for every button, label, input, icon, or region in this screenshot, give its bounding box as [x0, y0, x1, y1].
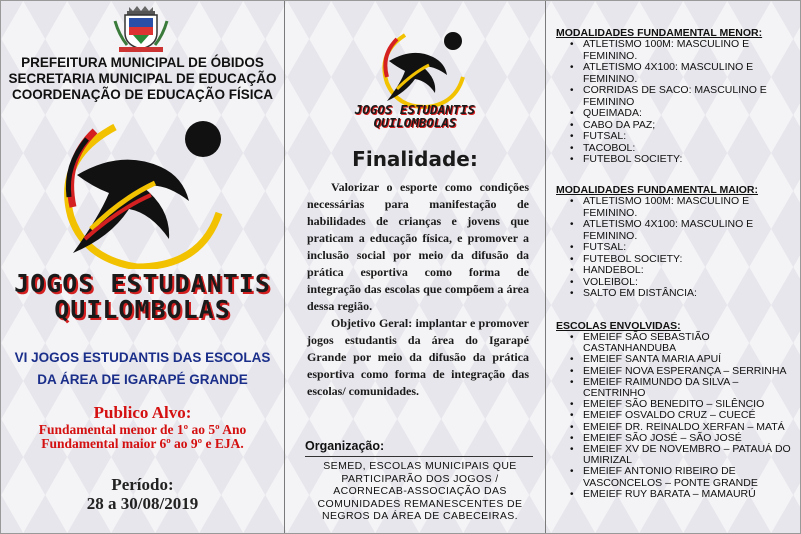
subtitle-line1: VI JOGOS ESTUDANTIS DAS ESCOLAS — [14, 350, 271, 365]
modalities-maior-section — [556, 184, 796, 300]
target-audience-title: Publico Alvo: — [93, 403, 192, 422]
modalities-menor-title: MODALIDADES FUNDAMENTAL MENOR: — [556, 27, 763, 39]
list-item: • EMEIEF RUY BARATA – MAMAURÚ — [556, 489, 796, 500]
list-item: • CORRIDAS DE SACO: MASCULINO E FEMININO — [556, 85, 796, 108]
modalities-menor-section — [556, 27, 796, 166]
list-item: • EMEIEF NOVA ESPERANÇA – SERRINHA — [556, 366, 796, 377]
list-item: • ATLETISMO 4X100: MASCULINO E FEMININO. — [556, 219, 796, 242]
list-item: • SALTO EM DISTÂNCIA: — [556, 288, 796, 300]
list-item: • EMEIEF OSVALDO CRUZ – CUECÉ — [556, 410, 796, 421]
list-item: • EMEIEF SÃO BENEDITO – SILÊNCIO — [556, 399, 796, 410]
right-panel — [546, 1, 801, 534]
modalities-menor-list — [556, 39, 796, 166]
list-item: • FUTSAL: — [556, 131, 796, 143]
list-item: • QUEIMADA: — [556, 108, 796, 120]
purpose-paragraph: Valorizar o esporte como condições necessárias para manifestação de habilidades de crianças e jovens que praticam a educação física, e promover a inclusão social por meio da difusão da prática esportiva como forma de integração das escolas que compõem a área dessa região. — [307, 180, 529, 313]
logo-title-line1: JOGOS ESTUDANTIS — [14, 269, 271, 298]
audience-line-maior: Fundamental maior 6º ao 9º e EJA. — [41, 436, 244, 451]
cover-panel — [1, 1, 284, 534]
list-item: • EMEIEF XV DE NOVEMBRO – PATAUÁ DO UMIRIZAL — [556, 444, 796, 466]
list-item: • FUTEBOL SOCIETY: — [556, 154, 796, 166]
municipal-crest-icon — [109, 3, 173, 53]
schools-list — [556, 332, 796, 500]
small-logo-title-line1: JOGOS ESTUDANTIS — [354, 102, 476, 117]
header-line-coordenacao: COORDENAÇÃO DE EDUCAÇÃO FÍSICA — [11, 87, 273, 102]
list-item: • EMEIEF SÃO JOSÉ – SÃO JOSÉ — [556, 433, 796, 444]
period-dates: 28 a 30/08/2019 — [86, 494, 199, 513]
target-audience-list — [1, 423, 284, 451]
middle-panel — [285, 1, 545, 534]
subtitle-line2: DA ÁREA DE IGARAPÉ GRANDE — [37, 372, 248, 387]
header-line-secretaria: SECRETARIA MUNICIPAL DE EDUCAÇÃO — [8, 71, 277, 86]
small-logo-title-line2: QUILOMBOLAS — [373, 115, 457, 130]
header-line-prefeitura: PREFEITURA MUNICIPAL DE ÓBIDOS — [21, 55, 264, 70]
organization-title: Organização: — [305, 439, 385, 453]
list-item: • CABO DA PAZ; — [556, 120, 796, 132]
games-logo-small-icon — [377, 27, 467, 109]
event-subtitle — [1, 347, 284, 391]
period-title: Período: — [111, 475, 174, 494]
modalities-maior-title: MODALIDADES FUNDAMENTAL MAIOR: — [556, 184, 759, 196]
purpose-heading: Finalidade: — [352, 147, 478, 171]
list-item: • FUTSAL: — [556, 242, 796, 254]
schools-section — [556, 320, 796, 500]
audience-line-menor: Fundamental menor de 1º ao 5º Ano — [38, 422, 247, 437]
list-item: • EMEIEF DR. REINALDO XERFAN – MATÁ — [556, 422, 796, 433]
list-item: • HANDEBOL: — [556, 265, 796, 277]
modalities-maior-list — [556, 196, 796, 300]
list-item: • FUTEBOL SOCIETY: — [556, 254, 796, 266]
list-item: • EMEIEF ANTONIO RIBEIRO DE VASCONCELOS – PONTE GRANDE — [556, 466, 796, 488]
purpose-body — [307, 179, 529, 400]
schools-title: ESCOLAS ENVOLVIDAS: — [556, 320, 681, 332]
list-item: • VOLEIBOL: — [556, 277, 796, 289]
organization-body: SEMED, ESCOLAS MUNICIPAIS QUE PARTICIPARÃO DOS JOGOS / ACORNECAB-ASSOCIAÇÃO DAS COMUNIDADES REMANESCENTES DE NEGROS DA ÁREA DE CABECEIRAS. — [317, 460, 523, 522]
list-item: • TACOBOL: — [556, 143, 796, 155]
organization-divider — [305, 456, 533, 457]
list-item: • EMEIEF SÃO SEBASTIÃO CASTANHANDUBA — [556, 332, 796, 354]
list-item: • EMEIEF SANTA MARIA APUÍ — [556, 354, 796, 365]
institution-header — [1, 55, 284, 103]
games-logo-title — [1, 271, 284, 323]
objective-paragraph: Objetivo Geral: implantar e promover jogos estudantis da área do Igarapé Grande por meio da difusão da prática esportiva como forma de integração das escolas/ comunidades. — [307, 316, 529, 398]
list-item: • ATLETISMO 4X100: MASCULINO E FEMININO. — [556, 62, 796, 85]
list-item: • ATLETISMO 100M: MASCULINO E FEMININO. — [556, 196, 796, 219]
list-item: • EMEIEF RAIMUNDO DA SILVA – CENTRINHO — [556, 377, 796, 399]
games-logo-icon — [51, 109, 231, 269]
logo-title-line2: QUILOMBOLAS — [54, 295, 231, 324]
games-logo-small-title — [285, 103, 545, 129]
list-item: • ATLETISMO 100M: MASCULINO E FEMININO. — [556, 39, 796, 62]
